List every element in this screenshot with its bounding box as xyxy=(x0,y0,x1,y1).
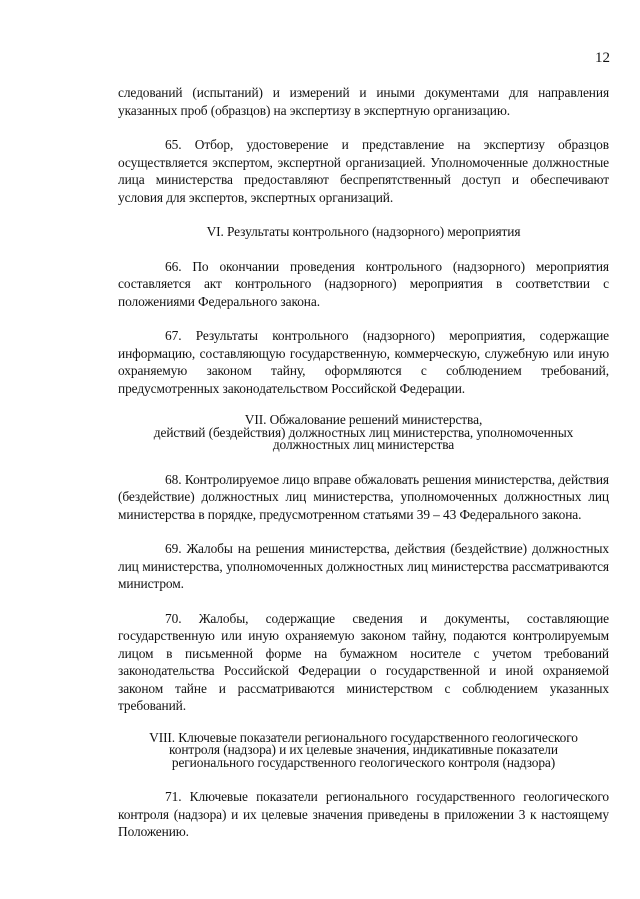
paragraph-66: 66. По окончании проведения контрольного (надзорного) мероприятия составляется акт контрольного (надзорного) мероприятия в соответствии с положениями Федерального закона. xyxy=(118,258,609,309)
section-heading-vi: VI. Результаты контрольного (надзорного) мероприятия xyxy=(206,224,521,239)
section-heading-viii xyxy=(118,729,609,770)
heading-line: контроля (надзора) и их целевые значения, индикативные показатели xyxy=(169,742,558,757)
document-body xyxy=(118,84,609,841)
paragraph-67: 67. Результаты контрольного (надзорного) мероприятия, содержащие информацию, составляющую государственную, коммерческую, служебную или иную охраняемую законом тайну, оформляются с соблюдением требований, предусмотренных законодательством Российской Федерации. xyxy=(118,328,609,396)
paragraph-68: 68. Контролируемое лицо вправе обжаловать решения министерства, действия (бездействие) должностных лиц министерства, уполномоченных должностных лиц министерства в порядке, предусмотренном статьями 39 – 43 Федерального закона. xyxy=(118,471,609,522)
section-heading-vii xyxy=(118,414,609,452)
page-number: 12 xyxy=(595,50,610,66)
heading-line: VII. Обжалование решений министерства, xyxy=(244,412,483,427)
paragraph-continuation: следований (испытаний) и измерений и иными документами для направления указанных проб (образцов) на экспертизу в экспертную организацию. xyxy=(118,85,609,118)
paragraph-65: 65. Отбор, удостоверение и представление на экспертизу образцов осуществляется экспертом, экспертной организацией. Уполномоченные должностные лица министерства предоставляют беспрепятственный доступ и обеспечивают условия для экспертов, экспертных организаций. xyxy=(118,137,609,205)
heading-line: регионального государственного геологического контроля (надзора) xyxy=(171,754,556,770)
paragraph-71: 71. Ключевые показатели регионального государственного геологического контроля (надзора) и их целевые значения приведены в приложении 3 к настоящему Положению. xyxy=(118,789,609,839)
heading-line: действий (бездействия) должностных лиц министерства, уполномоченных xyxy=(153,424,574,440)
heading-line: должностных лиц министерства xyxy=(272,437,455,452)
heading-line: VIII. Ключевые показатели регионального государственного геологического xyxy=(149,729,578,745)
paragraph-70: 70. Жалобы, содержащие сведения и документы, составляющие государственную или иную охраняемую законом тайну, подаются контролируемым лицом в письменной форме на бумажном носителе с учетом требований законодательства Российской Федерации о государственной и иной охраняемой законом тайне и рассматриваются министерством с соблюдением указанных требований. xyxy=(118,610,609,713)
paragraph-69: 69. Жалобы на решения министерства, действия (бездействие) должностных лиц министерства, уполномоченных должностных лиц министерства рассматриваются министром. xyxy=(118,541,609,591)
